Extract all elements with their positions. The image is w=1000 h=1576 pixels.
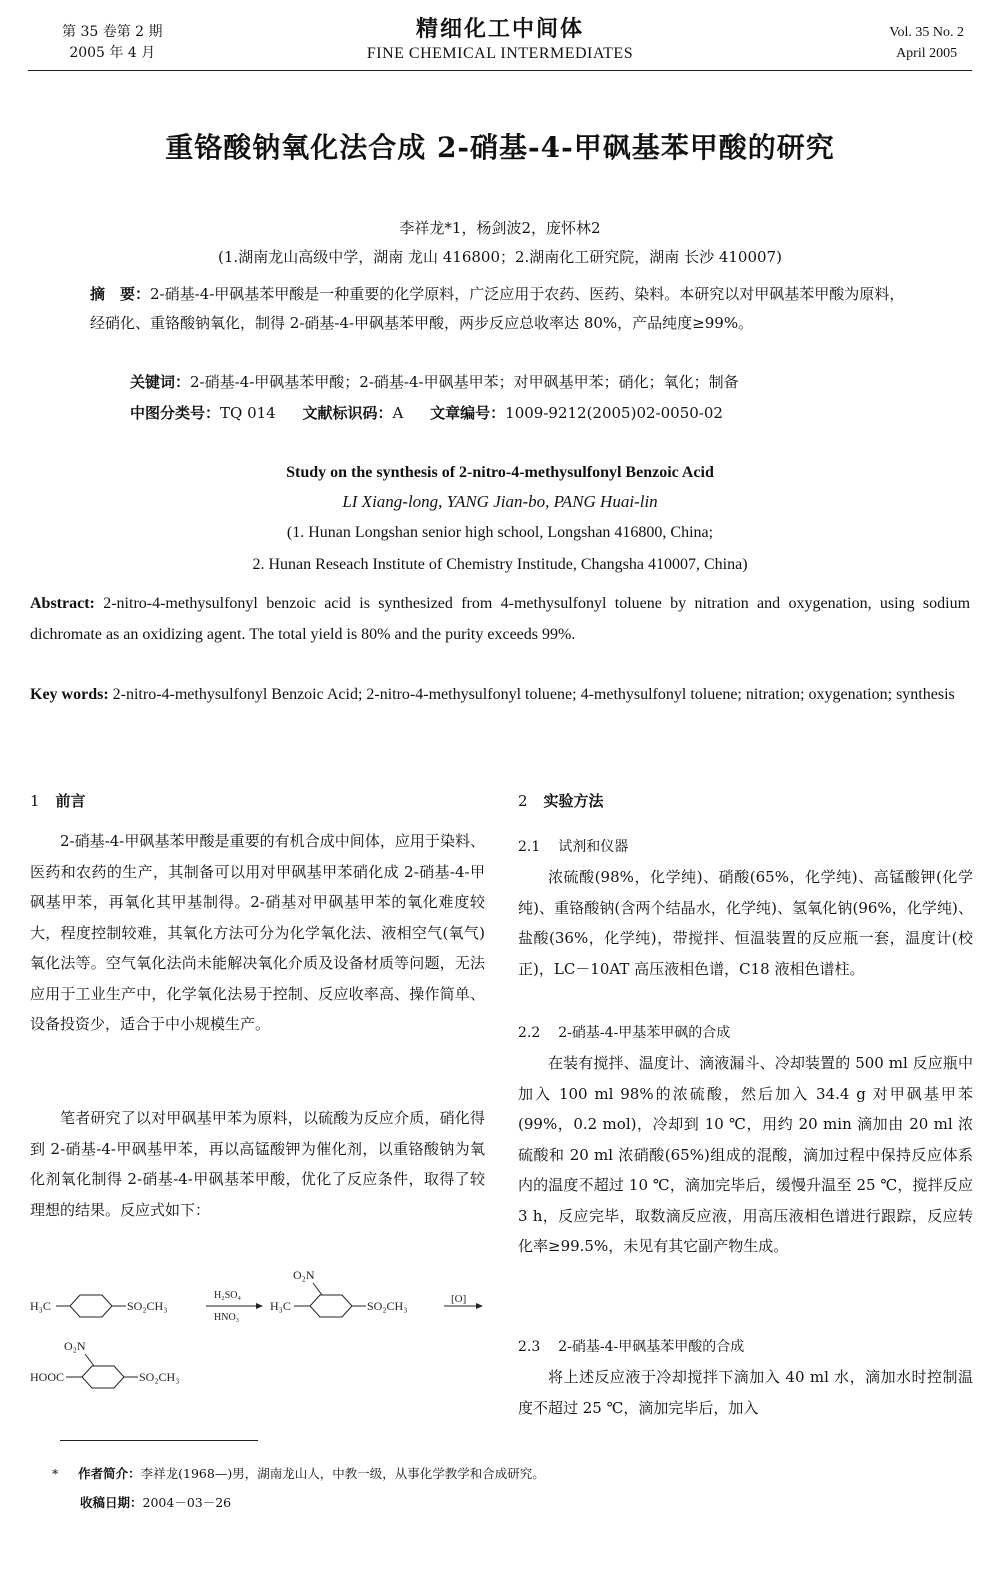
footnote-author <box>52 1464 545 1482</box>
clc-label: 中图分类号： <box>130 404 221 422</box>
abstract-cn <box>90 280 910 338</box>
keywords-cn-text: 2-硝基-4-甲砜基苯甲酸；2-硝基-4-甲砜基甲苯；对甲砜基甲苯；硝化；氧化；制备 <box>190 373 739 391</box>
footnote-date-label: 收稿日期： <box>80 1495 143 1510</box>
subsection-2-2-number: 2.2 <box>518 1025 541 1041</box>
section-1-heading <box>30 790 485 811</box>
p2-no2-bond <box>85 1354 94 1366</box>
p2-no2-label: O₂N <box>64 1339 86 1353</box>
section-1-paragraph-1: 2-硝基-4-甲砜基苯甲酸是重要的有机合成中间体，应用于染料、医药和农药的生产，其制备可以用对甲砜基甲苯硝化成 2-硝基-4-甲砜基甲苯，再氧化其甲基制得。2-硝基对甲砜基甲苯的氧化难度较大，程度控制较难，其氧化方法可分为化学氧化法、液相空气(氧气)氧化法等。空气氧化法尚未能解决氧化介质及设备材质等问题，无法应用于工业生产中，化学氧化法易于控制、反应收率高、操作简单、设备投资少，适合于中小规模生产。 <box>30 832 485 1033</box>
p2-so2ch3-label: SO₂CH₃ <box>139 1370 180 1384</box>
paper-title-en: Study on the synthesis of 2-nitro-4-methysulfonyl Benzoic Acid <box>286 464 714 481</box>
issue-date: 2005 年 4 月 <box>69 45 156 61</box>
issue-volume-en: Vol. 35 No. 2 <box>889 25 964 40</box>
journal-name <box>300 12 700 63</box>
subsection-2-3-heading <box>518 1336 973 1356</box>
article-number-value: 1009-9212(2005)02-0050-02 <box>505 404 723 422</box>
paper-title-cn: 重铬酸钠氧化法合成 2-硝基-4-甲砜基苯甲酸的研究 <box>165 131 835 164</box>
arrow1-reagent-bottom: HNO₃ <box>214 1312 240 1323</box>
reaction-scheme <box>28 1262 488 1392</box>
p1-no2-label: O₂N <box>293 1268 315 1282</box>
section-1-paragraph-2: 笔者研究了以对甲砜基甲苯为原料，以硫酸为反应介质，硝化得到 2-硝基-4-甲砜基甲苯，再以高锰酸钾为催化剂，以重铬酸钠为氧化剂氧化制得 2-硝基-4-甲砜基苯甲酸，优化了反应条件，取得了较理想的结果。反应式如下： <box>30 1109 485 1219</box>
section-2-heading <box>518 790 973 811</box>
p1-no2-bond <box>313 1283 322 1295</box>
abstract-en-label: Abstract: <box>30 595 95 612</box>
subsection-2-3-number: 2.3 <box>518 1339 541 1355</box>
subsection-2-3-text: 将上述反应液于冷却搅拌下滴加入 40 ml 水，滴加水时控制温度不超过 25 ℃，滴加完毕后，加入 <box>518 1368 973 1417</box>
issue-info <box>62 22 163 64</box>
r1-so2ch3-label: SO₂CH₃ <box>127 1299 168 1313</box>
doc-code-value: A <box>392 404 404 422</box>
subsection-2-1-title: 试剂和仪器 <box>558 839 629 855</box>
subsection-2-1-heading <box>518 836 973 856</box>
footnote-received <box>80 1493 231 1511</box>
p1-ch3-label: H₃C <box>270 1299 291 1313</box>
section-2-number: 2 <box>518 792 528 810</box>
arrow2-head <box>476 1303 483 1309</box>
issue-volume: 第 35 卷第 2 期 <box>62 24 163 40</box>
keywords-cn <box>130 371 930 392</box>
header-rule <box>28 70 972 71</box>
keywords-en-text: 2-nitro-4-methysulfonyl Benzoic Acid; 2-nitro-4-methysulfonyl toluene; 4-methysulfonyl toluene; nitration; oxygenation; synthesis <box>112 686 955 703</box>
footnote-date-text: 2004－03－26 <box>142 1495 232 1510</box>
section-1-title: 前言 <box>55 792 86 810</box>
subsection-2-1-number: 2.1 <box>518 839 541 855</box>
clc-value: TQ 014 <box>220 404 276 422</box>
section-2-title: 实验方法 <box>543 792 604 810</box>
abstract-en <box>30 588 970 650</box>
r1-ch3-label: H₃C <box>30 1299 51 1313</box>
r1-benzene-ring <box>70 1295 112 1317</box>
affiliation-en-1: (1. Hunan Longshan senior high school, Longshan 416800, China; <box>286 524 714 541</box>
keywords-cn-label: 关键词： <box>130 373 191 391</box>
p1-so2ch3-label: SO₂CH₃ <box>367 1299 408 1313</box>
section-1-number: 1 <box>30 792 40 810</box>
arrow2-oxidant: [O] <box>451 1293 467 1305</box>
affiliation-cn: (1.湖南龙山高级中学，湖南 龙山 416800；2.湖南化工研究院，湖南 长沙 410007) <box>218 248 782 266</box>
footnote-author-label: 作者简介： <box>78 1466 141 1481</box>
abstract-cn-label: 摘 要： <box>90 285 151 303</box>
issue-info-en <box>889 22 964 64</box>
footnote-author-text: 李祥龙(1968—)男，湖南龙山人，中教一级，从事化学教学和合成研究。 <box>140 1466 545 1481</box>
issue-date-en: April 2005 <box>896 46 958 61</box>
subsection-2-2-title: 2-硝基-4-甲基苯甲砜的合成 <box>558 1025 731 1041</box>
abstract-cn-text: 2-硝基-4-甲砜基苯甲酸是一种重要的化学原料，广泛应用于农药、医药、染料。本研究以对甲砜基苯甲酸为原料，经硝化、重铬酸钠氧化，制得 2-硝基-4-甲砜基苯甲酸，两步反应总收率达 80%，产品纯度≥99%。 <box>90 285 905 332</box>
p2-cooh-label: HOOC <box>30 1370 65 1384</box>
abstract-en-text: 2-nitro-4-methysulfonyl benzoic acid is synthesized from 4-methysulfonyl toluene by nitration and oxygenation, using sodium dichromate as an oxidizing agent. The total yield is 80% and the purity exceeds 99%. <box>30 595 971 643</box>
affiliation-en-2: 2. Hunan Reseach Institute of Chemistry Institude, Changsha 410007, China) <box>252 556 748 573</box>
subsection-2-2-heading <box>518 1022 973 1042</box>
authors-cn: 李祥龙*1，杨剑波2，庞怀林2 <box>399 219 601 237</box>
footnote-rule <box>60 1440 258 1441</box>
article-number-label: 文章编号： <box>430 404 506 422</box>
p1-benzene-ring <box>310 1295 352 1317</box>
keywords-en-label: Key words: <box>30 686 109 703</box>
subsection-2-2-text: 在装有搅拌、温度计、滴液漏斗、冷却装置的 500 ml 反应瓶中加入 100 ml 98%的浓硫酸，然后加入 34.4 g 对甲砜基甲苯(99%，0.2 mol)，冷却到 10 ℃，用约 20 min 滴加由 20 ml 浓硫酸和 20 ml 浓硝酸(65%)组成的混酸，滴加过程中保持反应体系内的温度不超过 10 ℃，滴加完毕后，缓慢升温至 25 ℃，搅拌反应 3 h，反应完毕，取数滴反应液，用高压液相色谱进行跟踪，反应转化率≥99.5%，未见有其它副产物生成。 <box>518 1054 973 1255</box>
subsection-2-3-title: 2-硝基-4-甲砜基苯甲酸的合成 <box>558 1339 745 1355</box>
p2-benzene-ring <box>82 1366 124 1388</box>
doc-code-label: 文献标识码： <box>302 404 393 422</box>
arrow1-reagent-top: H₂SO₄ <box>214 1290 241 1301</box>
authors-en: LI Xiang-long, YANG Jian-bo, PANG Huai-lin <box>342 492 658 511</box>
keywords-en <box>30 679 970 710</box>
classification-line <box>130 402 930 423</box>
arrow1-head <box>256 1303 263 1309</box>
subsection-2-1-text: 浓硫酸(98%，化学纯)、硝酸(65%，化学纯)、高锰酸钾(化学纯)、重铬酸钠(含两个结晶水，化学纯)、氢氧化钠(96%，化学纯)、盐酸(36%，化学纯)，带搅拌、恒温装置的反应瓶一套，温度计(校正)，LC－10AT 高压液相色谱，C18 液相色谱柱。 <box>518 868 973 978</box>
footnote-star: * <box>52 1466 59 1481</box>
journal-name-cn: 精细化工中间体 <box>415 16 584 42</box>
journal-name-en: FINE CHEMICAL INTERMEDIATES <box>366 45 634 62</box>
